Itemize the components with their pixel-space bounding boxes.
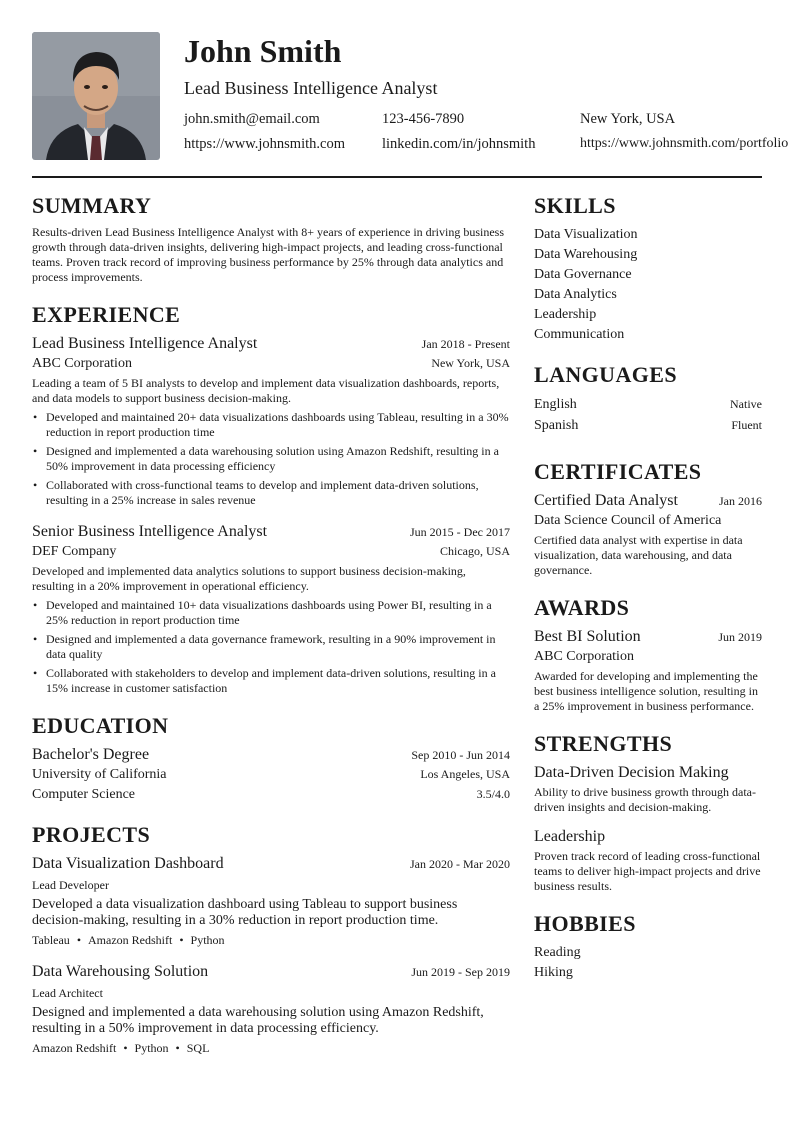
portfolio-link[interactable]: https://www.johnsmith.com/portfolio — [580, 136, 789, 151]
award-name: Best BI Solution — [534, 628, 641, 645]
location: New York, USA — [580, 111, 676, 127]
language-level: Native — [730, 397, 762, 411]
project-description: Developed a data visualization dashboard using Tableau to support business decision-making, resulting in a 30% reduction in report production time. — [32, 897, 458, 928]
section-heading: AWARDS — [534, 595, 630, 620]
job-bullets — [32, 410, 510, 508]
award-issuer: ABC Corporation — [534, 649, 634, 664]
project-tags: Amazon Redshift • Python • SQL — [32, 1041, 210, 1055]
left-column — [32, 192, 510, 1072]
section-heading: EDUCATION — [32, 713, 169, 738]
job-bullet: • Designed and implemented a data governance framework, resulting in a 90% improvement in data quality — [32, 632, 510, 662]
strength-name: Leadership — [534, 828, 606, 845]
strength-name: Data-Driven Decision Making — [534, 764, 729, 781]
company-name: ABC Corporation — [32, 356, 132, 371]
project-dates: Jun 2019 - Sep 2019 — [411, 965, 510, 979]
job-bullet: • Collaborated with stakeholders to develop and implement data-driven solutions, resulting in a 15% increase in customer satisfaction — [32, 666, 510, 696]
skill-item: Communication — [534, 327, 625, 342]
project-name: Data Visualization Dashboard — [32, 855, 224, 872]
skill-item: Data Analytics — [534, 287, 617, 302]
certificates-section — [534, 458, 762, 578]
linkedin-link[interactable]: linkedin.com/in/johnsmith — [382, 136, 536, 152]
project-tag: Amazon Redshift — [32, 1041, 117, 1055]
project-tag: Python — [190, 933, 225, 947]
education-dates: Sep 2010 - Jun 2014 — [411, 748, 510, 762]
job-location: New York, USA — [431, 356, 510, 370]
section-heading: STRENGTHS — [534, 731, 673, 756]
job-dates: Jan 2018 - Present — [421, 337, 510, 351]
job-dates: Jun 2015 - Dec 2017 — [410, 525, 510, 539]
project-entry — [32, 854, 510, 948]
job-location: Chicago, USA — [440, 544, 510, 558]
project-dates: Jan 2020 - Mar 2020 — [410, 857, 510, 871]
right-column — [534, 192, 762, 999]
language-level: Fluent — [731, 418, 762, 432]
school-name: University of California — [32, 767, 167, 782]
section-heading: HOBBIES — [534, 911, 636, 936]
company-name: DEF Company — [32, 544, 117, 559]
strength-item — [534, 763, 762, 815]
profile-photo — [32, 32, 160, 160]
candidate-name: John Smith — [184, 33, 342, 69]
section-heading: SKILLS — [534, 193, 616, 218]
strengths-section — [534, 730, 762, 894]
project-tag: SQL — [186, 1041, 210, 1055]
summary-section — [32, 192, 510, 285]
header-divider — [32, 176, 762, 178]
summary-text: Results-driven Lead Business Intelligence Analyst with 8+ years of experience in driving business growth through data-driven insights, delivering high-impact projects, and leading cross-functional teams. Proven track record of improving business performance by 25% through data analytics and process improvements. — [32, 225, 504, 284]
education-section — [32, 712, 510, 805]
hobbies-section — [534, 910, 762, 983]
section-heading: EXPERIENCE — [32, 302, 181, 327]
certificate-description: Certified data analyst with expertise in data visualization, data warehousing, and data governance. — [534, 533, 743, 577]
project-tag: Tableau — [32, 933, 70, 947]
job-bullet: • Developed and maintained 10+ data visualizations dashboards using Power BI, resulting in a 25% reduction in report production time — [32, 598, 510, 628]
skill-item: Data Warehousing — [534, 247, 638, 262]
certificate-issuer: Data Science Council of America — [534, 513, 722, 528]
award-description: Awarded for developing and implementing the best business intelligence solution, resulting in a 25% improvement in business performance. — [534, 669, 758, 713]
website-link[interactable]: https://www.johnsmith.com — [184, 136, 345, 152]
hobby-item: Hiking — [534, 965, 573, 980]
job-title: Lead Business Intelligence Analyst — [32, 335, 258, 352]
section-heading: CERTIFICATES — [534, 459, 702, 484]
project-name: Data Warehousing Solution — [32, 963, 209, 980]
award-date: Jun 2019 — [718, 630, 762, 644]
experience-section — [32, 301, 510, 696]
project-role: Lead Architect — [32, 986, 103, 1000]
language-item — [534, 415, 762, 436]
section-heading: SUMMARY — [32, 193, 152, 218]
language-item — [534, 394, 762, 415]
project-entry — [32, 962, 510, 1056]
project-tag: Python — [134, 1041, 169, 1055]
job-bullet: • Developed and maintained 20+ data visualizations dashboards using Tableau, resulting in a 30% reduction in report production time — [32, 410, 510, 440]
section-heading: PROJECTS — [32, 822, 151, 847]
project-role: Lead Developer — [32, 878, 109, 892]
job-description: Developed and implemented data analytics solutions to support business decision-making, resulting in a 20% improvement in operational efficiency. — [32, 564, 466, 593]
job-bullet: • Designed and implemented a data warehousing solution using Amazon Redshift, resulting in a 50% improvement in data processing efficiency — [32, 444, 510, 474]
candidate-title: Lead Business Intelligence Analyst — [184, 78, 438, 98]
job-entry — [32, 334, 510, 508]
job-bullets — [32, 598, 510, 696]
skills-section — [534, 192, 762, 345]
strength-description: Proven track record of leading cross-functional teams to deliver high-impact projects and drive business results. — [534, 849, 761, 893]
skill-item: Data Visualization — [534, 227, 638, 242]
projects-section — [32, 821, 510, 1056]
language-name: English — [534, 397, 577, 412]
job-description: Leading a team of 5 BI analysts to develop and implement data visualization dashboards, reports, and data models to support business decision-making. — [32, 376, 500, 405]
job-title: Senior Business Intelligence Analyst — [32, 523, 268, 540]
email-link[interactable]: john.smith@email.com — [184, 111, 320, 127]
strength-description: Ability to drive business growth through data-driven insights and decision-making. — [534, 785, 756, 814]
strength-item — [534, 827, 762, 894]
awards-section — [534, 594, 762, 714]
project-tag: Amazon Redshift — [88, 933, 173, 947]
phone-number: 123-456-7890 — [382, 111, 465, 127]
project-tags: Tableau • Amazon Redshift • Python — [32, 933, 225, 947]
hobby-item: Reading — [534, 945, 581, 960]
language-name: Spanish — [534, 418, 579, 433]
job-bullet: • Collaborated with cross-functional teams to develop and implement data-driven solutions, resulting in a 25% increase in sales revenue — [32, 478, 510, 508]
section-heading: LANGUAGES — [534, 362, 677, 387]
skill-item: Data Governance — [534, 267, 632, 282]
school-location: Los Angeles, USA — [420, 767, 510, 781]
gpa: 3.5/4.0 — [476, 787, 510, 801]
job-entry — [32, 522, 510, 696]
languages-section — [534, 361, 762, 436]
degree: Bachelor's Degree — [32, 746, 150, 763]
field-of-study: Computer Science — [32, 787, 136, 802]
skill-item: Leadership — [534, 307, 597, 322]
resume-header — [32, 32, 789, 160]
project-description: Designed and implemented a data warehousing solution using Amazon Redshift, resulting in a 50% improvement in data processing efficiency. — [32, 1005, 484, 1036]
certificate-date: Jan 2016 — [719, 494, 762, 508]
certificate-name: Certified Data Analyst — [534, 492, 678, 509]
